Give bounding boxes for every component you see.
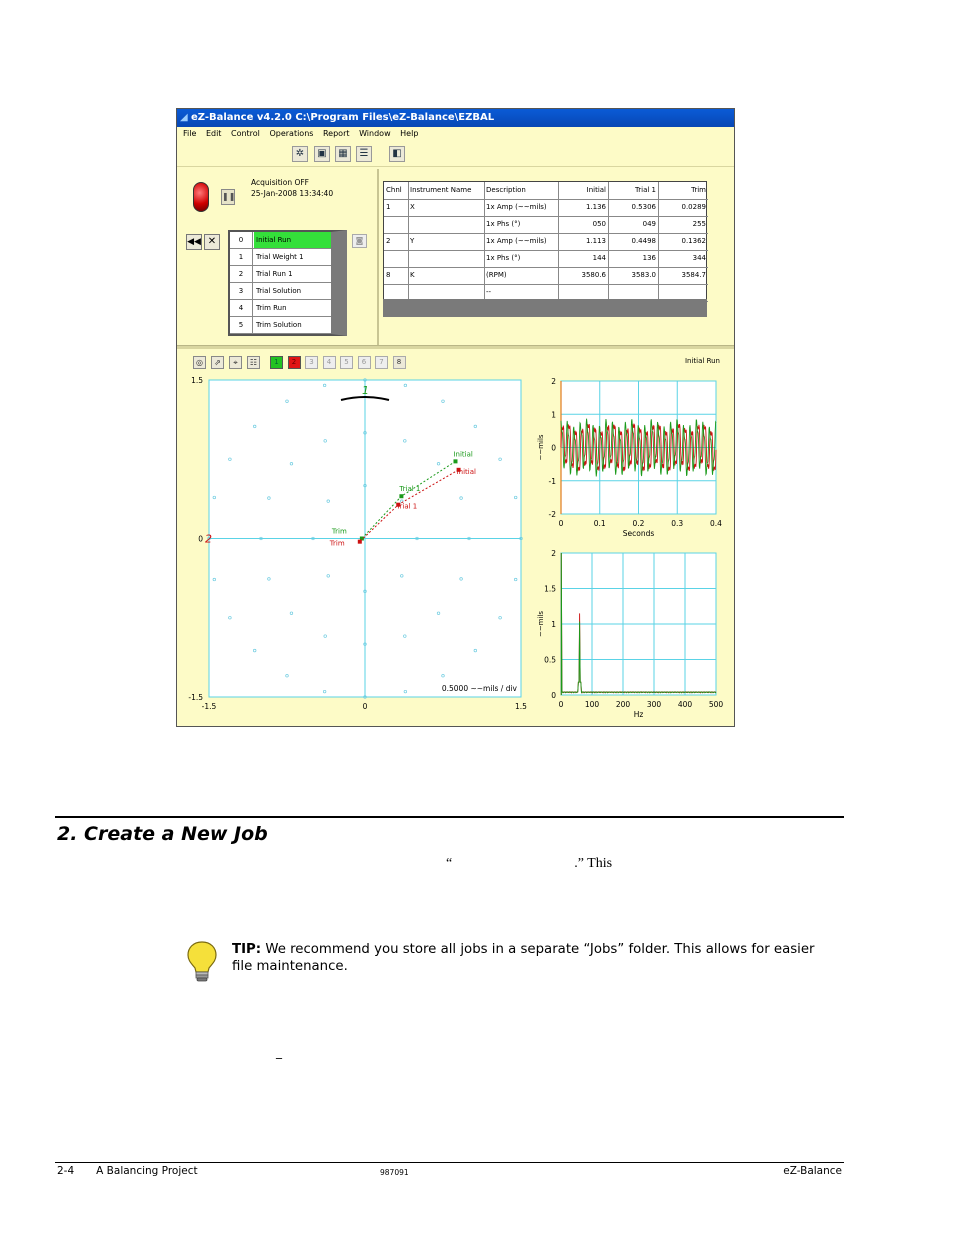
waveform-y-tick-label: 1 [551, 410, 556, 420]
table-cell: 344 [692, 254, 706, 262]
run-label: Trim Run [256, 304, 287, 312]
title-bar [177, 109, 734, 127]
waveform-x-tick-label: 0.3 [671, 519, 684, 528]
table-cell: K [410, 271, 415, 279]
spectrum-y-tick-label: 0 [551, 691, 556, 700]
acquisition-status [251, 177, 333, 199]
run-item[interactable] [230, 266, 331, 283]
channel-button-6[interactable]: 6 [358, 356, 371, 369]
waveform-x-tick-label: 0.2 [632, 519, 645, 528]
polar-point [453, 459, 457, 463]
quote-close: .” This [574, 856, 613, 871]
menu-help[interactable]: Help [400, 129, 419, 138]
polar-marker-top: 1 [362, 384, 369, 397]
spectrum-y-tick-label: 0.5 [544, 655, 556, 665]
spectrum-plot[interactable] [533, 543, 727, 721]
waveform-x-label: Seconds [622, 529, 655, 538]
lightbulb-icon [186, 940, 218, 984]
polar-point-label: Trial 1 [396, 502, 418, 511]
footer-rule [55, 1162, 844, 1163]
table-column-divider [658, 182, 659, 300]
table-cell: 0.1362 [681, 237, 706, 245]
table-cell [410, 216, 482, 233]
spectrum-y-tick-label: 2 [551, 549, 556, 558]
polar-plot[interactable] [181, 373, 531, 723]
table-column-divider [558, 182, 559, 300]
results-table [383, 181, 707, 317]
polar-marker-left: 2 [205, 532, 212, 546]
run-item[interactable] [230, 232, 331, 249]
table-cell: 0.4498 [631, 237, 656, 245]
pause-button[interactable]: ❚❚ [221, 189, 235, 205]
channel-button-2[interactable]: 2 [288, 356, 301, 369]
polar-point-label: Trim [331, 527, 347, 536]
wizard-icon[interactable]: ✲ [292, 146, 308, 162]
waveform-y-label: ~~mils [537, 434, 545, 461]
run-list [228, 230, 347, 336]
table-cell: 049 [642, 220, 656, 228]
vertical-splitter[interactable] [377, 169, 379, 345]
table-cell: 1x Amp (~~mils) [486, 237, 547, 245]
footer-left [57, 1165, 198, 1177]
channel-button-4[interactable]: 4 [323, 356, 336, 369]
spectrum-x-tick-label: 300 [646, 700, 662, 709]
run-label: Trim Solution [256, 321, 302, 329]
run-label: Trial Run 1 [256, 270, 293, 278]
channel-button-8[interactable]: 8 [393, 356, 406, 369]
waveform-y-tick-label: -1 [548, 476, 556, 486]
table-cell: 1 [386, 203, 391, 211]
tip-body: We recommend you store all jobs in a separate “Jobs” folder. This allows for easier file maintenance. [232, 942, 815, 974]
run-number: 3 [230, 283, 253, 299]
spectrum-y-tick-label: 1 [551, 620, 556, 629]
menu-operations[interactable]: Operations [269, 129, 314, 138]
spectrum-x-tick-label: 500 [708, 700, 724, 709]
spectrum-y-label: ~~mils [537, 610, 545, 638]
polar-point [358, 540, 362, 544]
table-cell: 136 [642, 254, 656, 262]
table-column-divider [408, 182, 409, 300]
table-cell: 3584.7 [681, 271, 706, 279]
menu-window[interactable]: Window [359, 129, 391, 138]
list-icon[interactable]: ☰ [356, 146, 372, 162]
polar-point-label: Trial 1 [399, 485, 421, 494]
body-text-fragment [446, 856, 612, 872]
channel-button-7[interactable]: 7 [375, 356, 388, 369]
text-fragment: _ [276, 1045, 282, 1059]
channel-button-1[interactable]: 1 [270, 356, 283, 369]
menu-report[interactable]: Report [322, 129, 350, 138]
section-title: 2. Create a New Job [57, 823, 268, 845]
door-icon[interactable]: ◧ [389, 146, 405, 162]
run-label: Initial Run [254, 232, 331, 248]
table-header-cell[interactable]: Initial [586, 186, 606, 194]
window-title: eZ-Balance v4.2.0 C:\Program Files\eZ-Balance\EZBAL [191, 112, 495, 123]
table-row-divider [384, 284, 708, 285]
table-cell [410, 250, 482, 267]
table-row-divider [384, 250, 708, 251]
table-empty-area [383, 299, 707, 317]
run-number: 2 [230, 266, 253, 282]
table-column-divider [608, 182, 609, 300]
polar-plot-icon[interactable]: ◎ [193, 356, 206, 369]
spectrum-x-tick-label: 0 [558, 700, 564, 709]
waveform-y-tick-label: -2 [548, 510, 556, 519]
table-row-divider [384, 216, 708, 217]
machine-icon[interactable]: ▣ [314, 146, 330, 162]
table-cell: -- [486, 288, 492, 296]
footer-product: eZ-Balance [783, 1165, 842, 1177]
run-item[interactable] [230, 249, 331, 266]
table-cell: 3583.0 [631, 271, 656, 279]
menu-edit[interactable]: Edit [205, 129, 222, 138]
spectrum-x-tick-label: 200 [615, 700, 631, 709]
footer-section: A Balancing Project [96, 1165, 198, 1177]
settings-icon[interactable]: ☷ [247, 356, 260, 369]
acquisition-state: Acquisition OFF [251, 178, 309, 187]
table-cell [386, 216, 406, 233]
table-cell: 1x Phs (°) [486, 220, 521, 228]
spectrum-x-tick-label: 100 [584, 700, 600, 709]
tip-label: TIP: [232, 942, 262, 957]
table-cell: 0.5306 [631, 203, 656, 211]
application-window [176, 108, 735, 727]
table-cell: X [410, 203, 415, 211]
waveform-y-tick-label: 2 [551, 377, 556, 386]
run-item[interactable] [230, 283, 331, 300]
delete-icon[interactable]: ✕ [204, 234, 220, 250]
table-cell: 1x Amp (~~mils) [486, 203, 547, 211]
section-rule [55, 816, 844, 818]
run-label: Trial Solution [256, 287, 302, 295]
spectrum-x-label: Hz [633, 710, 644, 719]
waveform-y-tick-label: 0 [551, 443, 556, 453]
table-cell: 050 [592, 220, 606, 228]
run-label: Trial Weight 1 [256, 253, 304, 261]
camera-icon[interactable]: ◙ [352, 234, 367, 248]
export-icon[interactable]: ⇗ [211, 356, 224, 369]
polar-point [399, 494, 403, 498]
quote-open: “ [446, 856, 453, 871]
table-cell: 255 [692, 220, 706, 228]
polar-y-tick-label: -1.5 [188, 693, 203, 702]
table-row-divider [384, 199, 708, 200]
channel-button-5[interactable]: 5 [340, 356, 353, 369]
waveform-x-tick-label: 0 [558, 519, 564, 528]
table-header-cell[interactable]: Chnl [386, 186, 402, 194]
run-number: 5 [230, 317, 253, 333]
polar-x-tick-label: -1.5 [201, 702, 217, 711]
table-cell: 144 [592, 254, 606, 262]
table-cell: 1.136 [585, 203, 606, 211]
polar-point-label: Initial [453, 450, 473, 459]
table-header-cell[interactable]: Trim [691, 186, 706, 194]
channel-button-3[interactable]: 3 [305, 356, 318, 369]
table-cell: 1.113 [585, 237, 606, 245]
horizontal-splitter[interactable] [177, 345, 734, 349]
plot-run-title: Initial Run [684, 357, 720, 365]
table-cell: 0.0289 [681, 203, 706, 211]
main-toolbar [177, 141, 734, 167]
acquisition-timestamp: 25-Jan-2008 13:34:40 [251, 189, 334, 198]
table-header-cell[interactable]: Instrument Name [410, 186, 472, 194]
polar-scale-label: 0.5000 ~~mils / div [441, 684, 517, 693]
polar-y-tick-label: 0 [198, 534, 203, 544]
polar-x-tick-label: 1.5 [515, 702, 527, 711]
table-row-divider [384, 233, 708, 234]
app-icon: ◢ [180, 112, 188, 123]
table-cell [386, 250, 406, 267]
run-number: 0 [230, 232, 253, 248]
polar-y-tick-label: 1.5 [191, 376, 203, 385]
footer-page-number: 2-4 [57, 1165, 75, 1177]
polar-point-label: Initial [456, 467, 476, 476]
tip-text [232, 941, 832, 975]
run-item[interactable] [230, 300, 331, 317]
run-item[interactable] [230, 317, 331, 334]
table-cell: 1x Phs (°) [486, 254, 521, 262]
table-cell: 2 [386, 237, 391, 245]
table-icon[interactable]: ▦ [335, 146, 351, 162]
table-header-cell[interactable]: Trial 1 [635, 186, 656, 194]
rewind-icon[interactable]: ◀◀ [186, 234, 202, 250]
waveform-x-tick-label: 0.4 [710, 519, 722, 528]
polar-x-tick-label: 0 [362, 702, 368, 711]
run-number: 4 [230, 300, 253, 316]
spectrum-x-tick-label: 400 [677, 700, 693, 709]
polar-point-label: Trim [329, 539, 345, 548]
acquisition-light-icon[interactable] [193, 182, 209, 212]
waveform-x-tick-label: 0.1 [593, 519, 606, 528]
table-column-divider [484, 182, 485, 300]
footer-document-number: 987091 [380, 1168, 409, 1177]
table-cell: 3580.6 [581, 271, 606, 279]
menu-file[interactable]: File [183, 129, 197, 138]
waveform-plot[interactable] [533, 373, 727, 543]
run-number: 1 [230, 249, 253, 265]
menu-bar [177, 127, 734, 141]
table-cell: Y [410, 237, 415, 245]
menu-control[interactable]: Control [230, 129, 260, 138]
table-row-divider [384, 267, 708, 268]
table-header-cell[interactable]: Description [486, 186, 526, 194]
table-cell: 8 [386, 271, 391, 279]
marker-icon[interactable]: ⌖ [229, 356, 242, 369]
spectrum-y-tick-label: 1.5 [544, 584, 556, 594]
table-cell: (RPM) [486, 271, 507, 279]
